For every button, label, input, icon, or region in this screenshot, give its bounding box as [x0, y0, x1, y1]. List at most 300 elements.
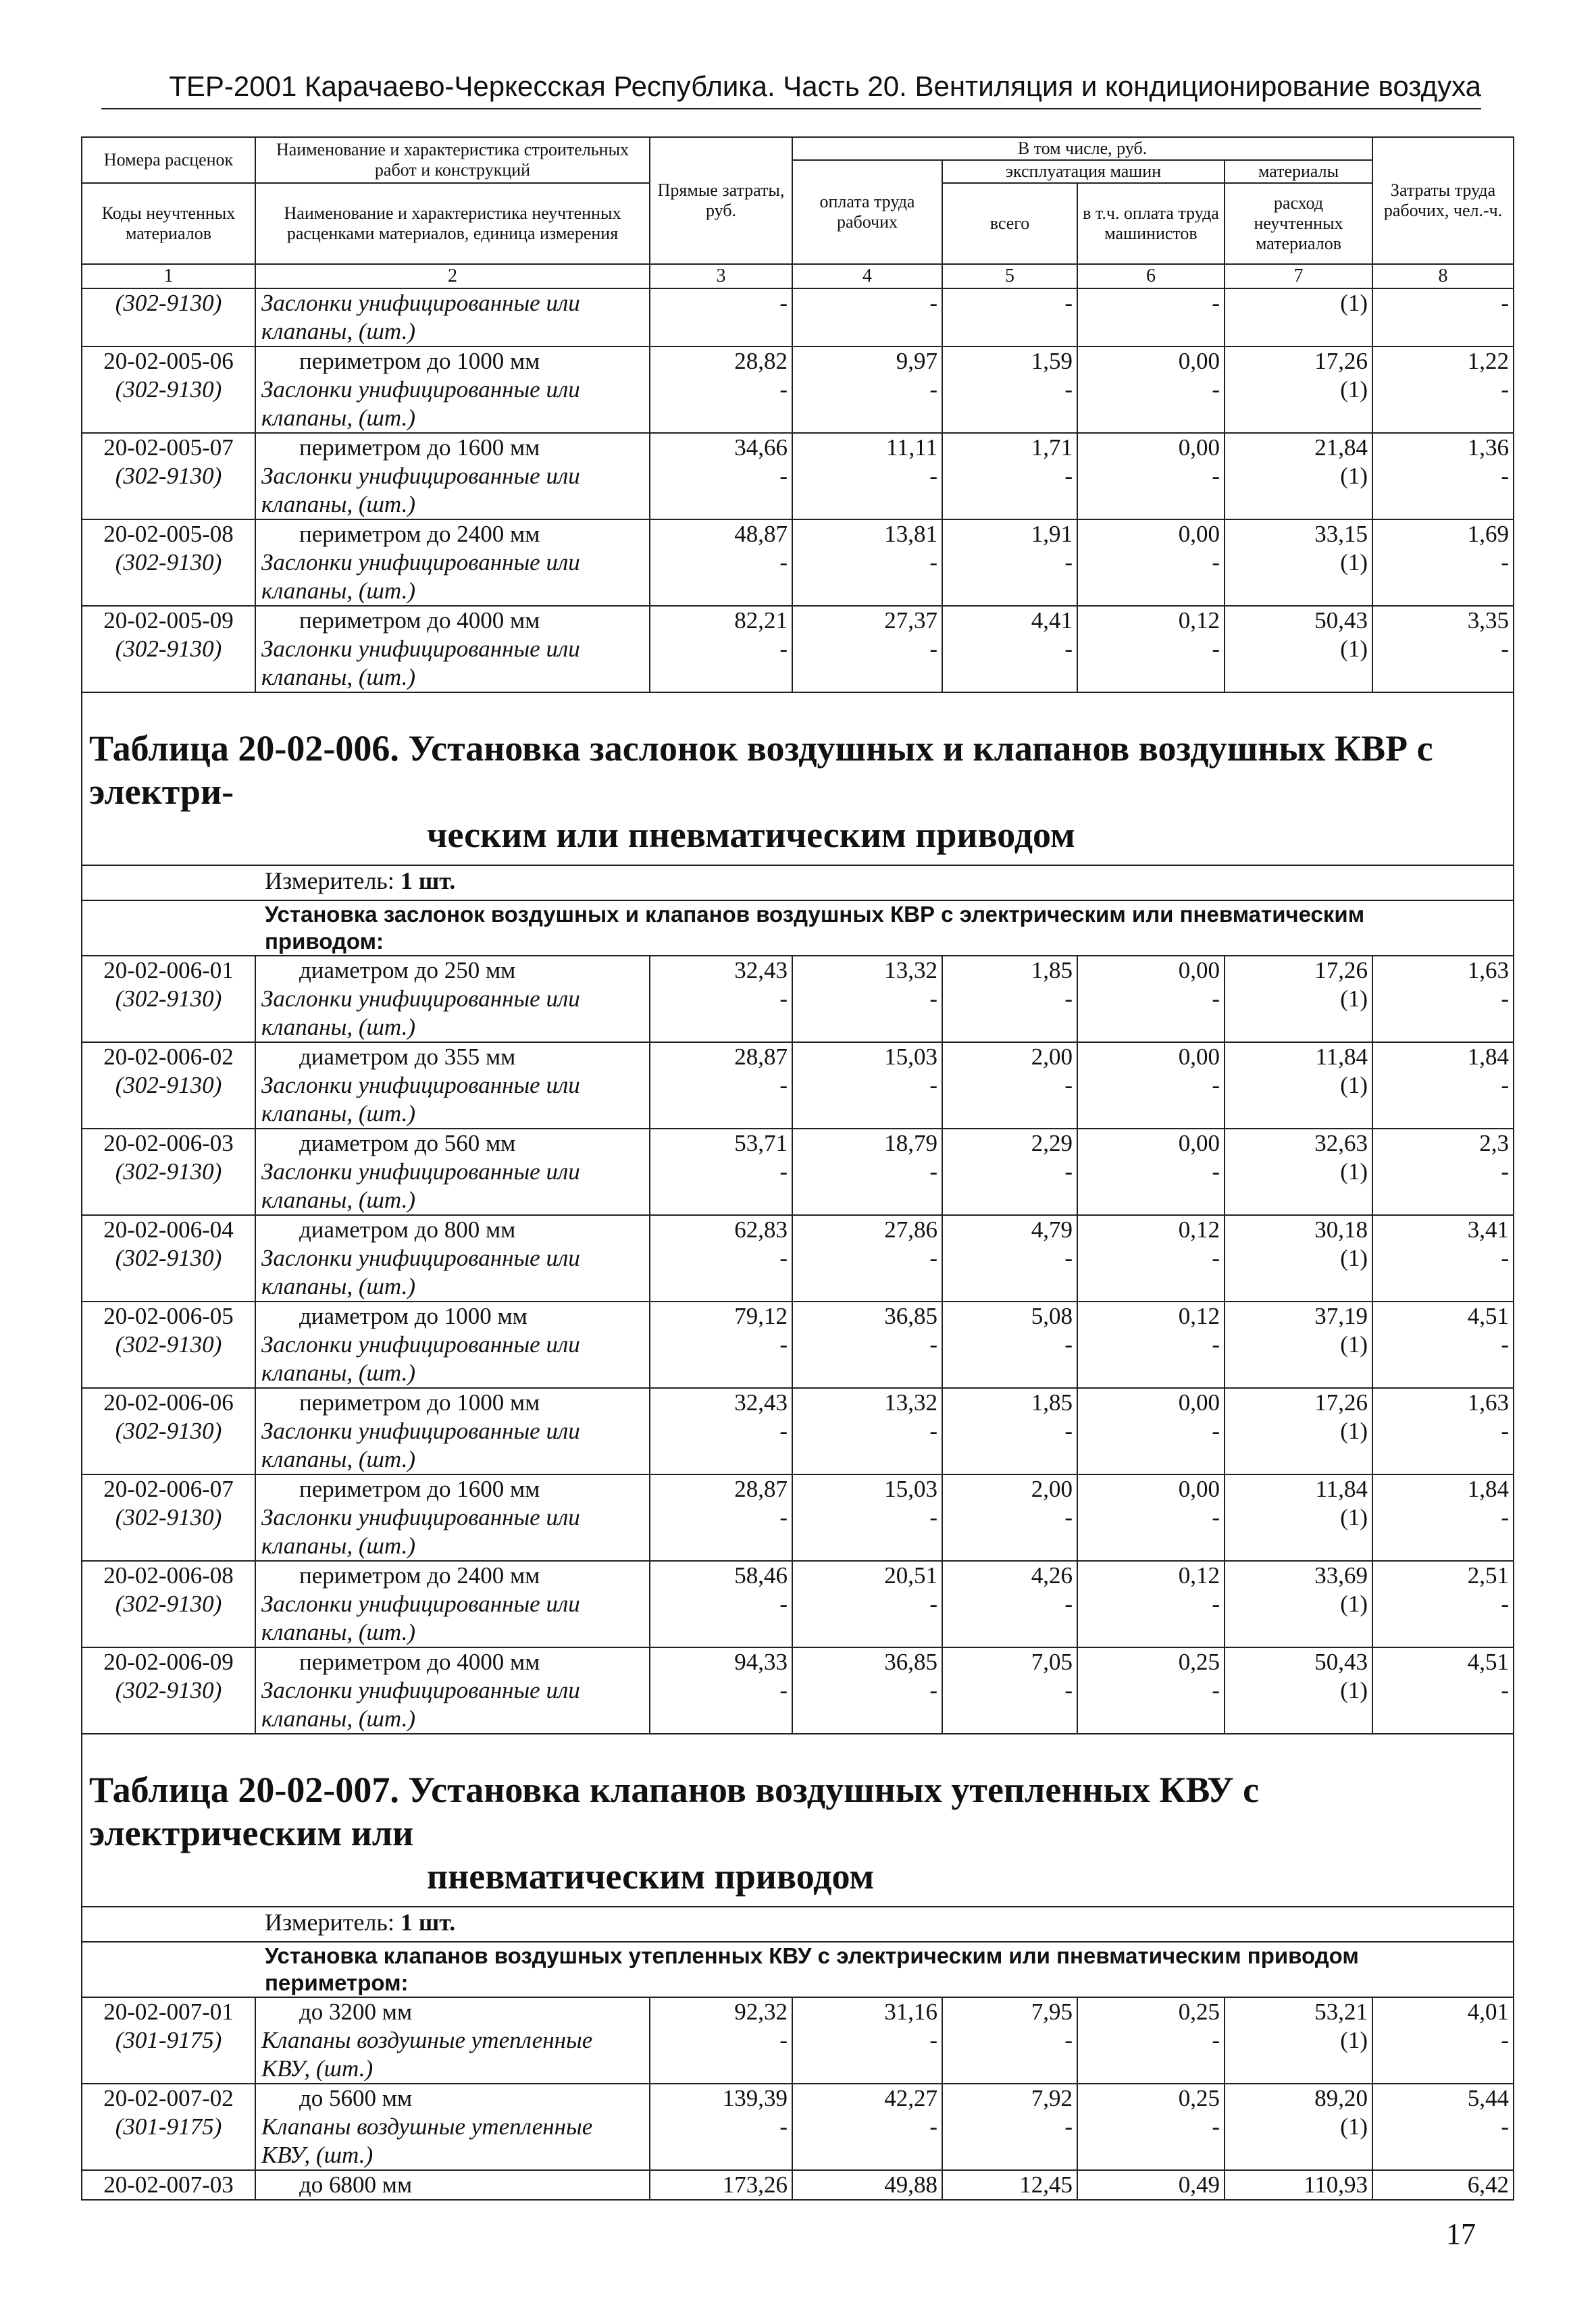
material-name: Клапаны воздушные утепленные КВУ, (шт.)	[255, 2026, 650, 2084]
cell-wages: 9,97	[792, 346, 942, 376]
cell-direct: -	[650, 2113, 792, 2170]
cell-operators: 0,00	[1077, 1042, 1225, 1071]
cell-machines: -	[942, 635, 1077, 692]
cell-machines: -	[942, 462, 1077, 519]
work-name-text: периметром до 4000 мм	[299, 607, 540, 634]
rate-code: 20-02-006-01	[82, 956, 255, 985]
header-labor-costs: Затраты труда рабочих, чел.-ч.	[1372, 137, 1514, 264]
rate-code: 20-02-006-08	[82, 1561, 255, 1590]
material-name: Заслонки унифицированные или клапаны, (шт.)	[255, 548, 650, 606]
rate-code: 20-02-007-01	[82, 1997, 255, 2026]
cell-wages: 18,79	[792, 1129, 942, 1158]
cell-wages: 13,32	[792, 1388, 942, 1417]
cell-operators: -	[1077, 1071, 1225, 1129]
work-name-text: до 5600 мм	[299, 2085, 413, 2111]
header-codes-bottom: Коды неучтенных материалов	[82, 183, 255, 264]
cell-wages: 42,27	[792, 2084, 942, 2113]
cell-machines: -	[942, 2026, 1077, 2084]
cell-machines: -	[942, 2113, 1077, 2170]
cell-direct: -	[650, 1503, 792, 1561]
table-007-meter	[82, 1907, 1514, 1942]
cell-wages: 20,51	[792, 1561, 942, 1590]
table-section-006	[82, 956, 1514, 1734]
cell-materials: 50,43	[1225, 1647, 1372, 1676]
header-name-bottom: Наименование и характеристика неучтенных расценками материалов, единица измерения	[255, 183, 650, 264]
cell-materials: 37,19	[1225, 1302, 1372, 1331]
cell-direct: -	[650, 1244, 792, 1302]
table-006-title-line2: ческим или пневматическим приводом	[427, 815, 1075, 855]
cell-materials: 11,84	[1225, 1042, 1372, 1071]
cell-labor: 1,84	[1372, 1042, 1514, 1071]
table-007-group-label: Установка клапанов воздушных утепленных КВУ с электрическим или пневматическим приводом периметром:	[82, 1942, 1514, 1997]
cell-wages: 13,32	[792, 956, 942, 985]
cell-labor: -	[1372, 1676, 1514, 1734]
header-materials-consumption: расход неучтенных материалов	[1225, 183, 1372, 264]
cell-direct: 94,33	[650, 1647, 792, 1676]
material-code: (302-9130)	[82, 548, 255, 606]
cell-wages: -	[792, 1158, 942, 1215]
cell-materials: 110,93	[1225, 2170, 1372, 2200]
material-row	[82, 1158, 1514, 1215]
cell-machines: 2,00	[942, 1042, 1077, 1071]
material-row	[82, 1071, 1514, 1129]
table-006-title	[82, 692, 1514, 865]
cell-labor: -	[1372, 1417, 1514, 1474]
cell-operators: -	[1077, 985, 1225, 1042]
column-number: 8	[1372, 264, 1514, 288]
cell-direct: -	[650, 1676, 792, 1734]
cell-operators: 0,12	[1077, 1302, 1225, 1331]
cell-wages: 13,81	[792, 519, 942, 548]
cell-materials: (1)	[1225, 635, 1372, 692]
material-row	[82, 1417, 1514, 1474]
cell-wages: 15,03	[792, 1042, 942, 1071]
table-row	[82, 1388, 1514, 1417]
cell-materials: (1)	[1225, 1244, 1372, 1302]
work-name	[255, 1129, 650, 1158]
work-name	[255, 2170, 650, 2200]
rate-code: 20-02-007-02	[82, 2084, 255, 2113]
cell-direct: -	[650, 1331, 792, 1388]
table-006-meter	[82, 865, 1514, 900]
cell-operators: 0,12	[1077, 1215, 1225, 1244]
table-section-005	[82, 346, 1514, 692]
cell-wages: -	[792, 1244, 942, 1302]
table-row	[82, 1474, 1514, 1503]
cell-direct: 79,12	[650, 1302, 792, 1331]
cell-wages: -	[792, 2026, 942, 2084]
table-007-title-line1: Таблица 20-02-007. Установка клапанов воздушных утепленных КВУ с электрическим или	[89, 1770, 1260, 1853]
cell-labor: 3,41	[1372, 1215, 1514, 1244]
material-row	[82, 1331, 1514, 1388]
cell-labor: 1,84	[1372, 1474, 1514, 1503]
cell-labor: -	[1372, 548, 1514, 606]
cell-materials: (1)	[1225, 2026, 1372, 2084]
cell-wages: -	[792, 1503, 942, 1561]
cell-wages: -	[792, 1590, 942, 1647]
column-number: 4	[792, 264, 942, 288]
table-007-heading	[82, 1734, 1514, 1997]
page-header-title: ТЕР-2001 Карачаево-Черкесская Республика. Часть 20. Вентиляция и кондиционирование воздуха	[169, 70, 1481, 102]
material-name: Заслонки унифицированные или клапаны, (шт.)	[255, 1503, 650, 1561]
material-row	[82, 2113, 1514, 2170]
cell-direct: -	[650, 376, 792, 433]
material-row	[82, 985, 1514, 1042]
cell-labor: -	[1372, 1590, 1514, 1647]
table-row	[82, 606, 1514, 635]
table-row	[82, 519, 1514, 548]
cell-machines: 2,29	[942, 1129, 1077, 1158]
cell-wages: 11,11	[792, 433, 942, 462]
cell-materials: (1)	[1225, 1590, 1372, 1647]
cell-operators: 0,49	[1077, 2170, 1225, 2200]
material-name: Заслонки унифицированные или клапаны, (шт.)	[255, 462, 650, 519]
material-code: (302-9130)	[82, 1503, 255, 1561]
rate-code: 20-02-005-08	[82, 519, 255, 548]
cell-direct: 48,87	[650, 519, 792, 548]
cell-operators: 0,00	[1077, 1129, 1225, 1158]
cell-labor: -	[1372, 1244, 1514, 1302]
material-name: Заслонки унифицированные или клапаны, (шт.)	[255, 1676, 650, 1734]
cell-direct: -	[650, 462, 792, 519]
cell-machines: -	[942, 1676, 1077, 1734]
work-name-text: периметром до 1000 мм	[299, 348, 540, 374]
cell-operators: 0,00	[1077, 519, 1225, 548]
page-number: 17	[1446, 2217, 1476, 2251]
material-name: Клапаны воздушные утепленные КВУ, (шт.)	[255, 2113, 650, 2170]
rate-code: 20-02-005-06	[82, 346, 255, 376]
work-name	[255, 519, 650, 548]
meter-value: 1 шт.	[400, 1909, 456, 1936]
cell-operators: -	[1077, 1676, 1225, 1734]
meter-value: 1 шт.	[400, 867, 456, 894]
cell-operators: -	[1077, 548, 1225, 606]
material-code: (302-9130)	[82, 985, 255, 1042]
cell-machines: 1,85	[942, 1388, 1077, 1417]
cell-wages: 31,16	[792, 1997, 942, 2026]
cell-wages: -	[792, 2113, 942, 2170]
header-machines: эксплуатация машин	[942, 160, 1225, 183]
cell-labor: -	[1372, 376, 1514, 433]
table-row	[82, 956, 1514, 985]
cell-labor: 1,22	[1372, 346, 1514, 376]
work-name-text: периметром до 1600 мм	[299, 1476, 540, 1502]
cell-labor: 1,36	[1372, 433, 1514, 462]
cell-wages: 27,37	[792, 606, 942, 635]
cell-machines: 7,05	[942, 1647, 1077, 1676]
cell-direct: -	[650, 1590, 792, 1647]
cell-labor: -	[1372, 2113, 1514, 2170]
rate-code: 20-02-006-03	[82, 1129, 255, 1158]
cell-materials: (1)	[1225, 1503, 1372, 1561]
table-row	[82, 1215, 1514, 1244]
work-name	[255, 1474, 650, 1503]
material-code: (301-9175)	[82, 2113, 255, 2170]
cell-materials: (1)	[1225, 462, 1372, 519]
cell-labor: -	[1372, 1071, 1514, 1129]
table-body	[82, 288, 1514, 346]
material-row	[82, 376, 1514, 433]
cell-wages: 27,86	[792, 1215, 942, 1244]
cell-operators: 0,12	[1077, 1561, 1225, 1590]
price-table-wrapper	[81, 136, 1513, 2201]
cell-materials: 33,69	[1225, 1561, 1372, 1590]
table-row	[82, 2084, 1514, 2113]
table-last-row	[82, 2170, 1514, 2200]
work-name	[255, 433, 650, 462]
cell-direct: 34,66	[650, 433, 792, 462]
cell-materials: (1)	[1225, 1331, 1372, 1388]
cell-machines: 1,59	[942, 346, 1077, 376]
material-name: Заслонки унифицированные или клапаны, (шт.)	[255, 1590, 650, 1647]
cell-direct: -	[650, 2026, 792, 2084]
cell-machines: -	[942, 1071, 1077, 1129]
table-row	[82, 1129, 1514, 1158]
cell-labor: -	[1372, 288, 1514, 346]
header-materials: материалы	[1225, 160, 1372, 183]
material-code: (302-9130)	[82, 462, 255, 519]
table-row	[82, 1997, 1514, 2026]
rate-code: 20-02-006-02	[82, 1042, 255, 1071]
header-operators-wages: в т.ч. оплата труда машинистов	[1077, 183, 1225, 264]
cell-operators: 0,12	[1077, 606, 1225, 635]
cell-labor: 5,44	[1372, 2084, 1514, 2113]
cell-direct: 58,46	[650, 1561, 792, 1590]
material-code: (302-9130)	[82, 1331, 255, 1388]
cell-wages: 15,03	[792, 1474, 942, 1503]
column-number: 2	[255, 264, 650, 288]
column-number: 6	[1077, 264, 1225, 288]
cell-wages: -	[792, 1331, 942, 1388]
work-name-text: до 6800 мм	[299, 2171, 413, 2198]
rate-code: 20-02-007-03	[82, 2170, 255, 2200]
cell-machines: -	[942, 1503, 1077, 1561]
material-name: Заслонки унифицированные или клапаны, (шт.)	[255, 288, 650, 346]
cell-direct: 173,26	[650, 2170, 792, 2200]
rate-code: 20-02-006-06	[82, 1388, 255, 1417]
cell-operators: 0,00	[1077, 956, 1225, 985]
column-number: 5	[942, 264, 1077, 288]
table-006-group-label: Установка заслонок воздушных и клапанов воздушных КВР с электрическим или пневматическим приводом:	[82, 900, 1514, 956]
material-name: Заслонки унифицированные или клапаны, (шт.)	[255, 1158, 650, 1215]
cell-wages: -	[792, 985, 942, 1042]
cell-direct: -	[650, 1071, 792, 1129]
table-row	[82, 433, 1514, 462]
work-name-text: диаметром до 560 мм	[299, 1130, 516, 1156]
cell-labor: -	[1372, 635, 1514, 692]
cell-materials: 32,63	[1225, 1129, 1372, 1158]
rate-code: 20-02-005-09	[82, 606, 255, 635]
cell-labor: -	[1372, 985, 1514, 1042]
material-name: Заслонки унифицированные или клапаны, (шт.)	[255, 1331, 650, 1388]
cell-machines: -	[942, 1417, 1077, 1474]
cell-operators: -	[1077, 1244, 1225, 1302]
cell-direct: 32,43	[650, 956, 792, 985]
cell-labor: 6,42	[1372, 2170, 1514, 2200]
cell-machines: 4,41	[942, 606, 1077, 635]
work-name-text: диаметром до 1000 мм	[299, 1303, 527, 1329]
work-name-text: периметром до 1600 мм	[299, 434, 540, 461]
work-name	[255, 1302, 650, 1331]
rate-code: 20-02-006-05	[82, 1302, 255, 1331]
column-number: 7	[1225, 264, 1372, 288]
cell-labor: 3,35	[1372, 606, 1514, 635]
header-codes-top: Номера расценок	[82, 137, 255, 183]
cell-operators: -	[1077, 288, 1225, 346]
cell-operators: -	[1077, 1503, 1225, 1561]
cell-labor: 2,3	[1372, 1129, 1514, 1158]
cell-materials: (1)	[1225, 1417, 1372, 1474]
work-name-text: диаметром до 250 мм	[299, 957, 516, 983]
cell-operators: -	[1077, 2026, 1225, 2084]
cell-materials: (1)	[1225, 376, 1372, 433]
cell-machines: 12,45	[942, 2170, 1077, 2200]
cell-direct: 139,39	[650, 2084, 792, 2113]
material-code: (302-9130)	[82, 288, 255, 346]
cell-operators: -	[1077, 1590, 1225, 1647]
cell-wages: 36,85	[792, 1647, 942, 1676]
header-rule	[101, 108, 1481, 109]
cell-operators: -	[1077, 635, 1225, 692]
cell-wages: -	[792, 376, 942, 433]
cell-machines: 4,79	[942, 1215, 1077, 1244]
cell-operators: -	[1077, 1331, 1225, 1388]
material-code: (301-9175)	[82, 2026, 255, 2084]
table-row	[82, 2170, 1514, 2200]
work-name	[255, 1997, 650, 2026]
cell-operators: 0,00	[1077, 346, 1225, 376]
cell-wages: -	[792, 1676, 942, 1734]
cell-labor: 1,63	[1372, 956, 1514, 985]
work-name-text: периметром до 4000 мм	[299, 1649, 540, 1675]
cell-operators: 0,25	[1077, 2084, 1225, 2113]
work-name	[255, 1042, 650, 1071]
material-name: Заслонки унифицированные или клапаны, (шт.)	[255, 1244, 650, 1302]
material-row	[82, 1244, 1514, 1302]
cell-materials: 30,18	[1225, 1215, 1372, 1244]
cell-materials: 21,84	[1225, 433, 1372, 462]
cell-direct: -	[650, 985, 792, 1042]
meter-label: Измеритель:	[265, 867, 394, 894]
table-row	[82, 1561, 1514, 1590]
material-code: (302-9130)	[82, 1158, 255, 1215]
price-table	[81, 136, 1514, 2201]
material-row	[82, 1676, 1514, 1734]
cell-materials: (1)	[1225, 548, 1372, 606]
work-name-text: периметром до 2400 мм	[299, 521, 540, 547]
cell-direct: 28,82	[650, 346, 792, 376]
material-code: (302-9130)	[82, 1244, 255, 1302]
cell-materials: (1)	[1225, 1158, 1372, 1215]
work-name	[255, 956, 650, 985]
work-name	[255, 606, 650, 635]
header-including: В том числе, руб.	[792, 137, 1372, 160]
work-name	[255, 2084, 650, 2113]
table-006-heading	[82, 692, 1514, 956]
cell-labor: -	[1372, 1158, 1514, 1215]
cell-operators: -	[1077, 376, 1225, 433]
cell-labor: -	[1372, 2026, 1514, 2084]
table-row	[82, 1042, 1514, 1071]
header-name-top: Наименование и характеристика строительных работ и конструкций	[255, 137, 650, 183]
cell-materials: 17,26	[1225, 346, 1372, 376]
cell-labor: 4,51	[1372, 1302, 1514, 1331]
material-name: Заслонки унифицированные или клапаны, (шт.)	[255, 985, 650, 1042]
cell-materials: 17,26	[1225, 956, 1372, 985]
cell-materials: 33,15	[1225, 519, 1372, 548]
table-row	[82, 1302, 1514, 1331]
material-row	[82, 1590, 1514, 1647]
cell-materials: (1)	[1225, 288, 1372, 346]
header-wages: оплата труда рабочих	[792, 160, 942, 264]
cell-machines: 1,91	[942, 519, 1077, 548]
cell-labor: 4,51	[1372, 1647, 1514, 1676]
table-007-title	[82, 1734, 1514, 1907]
rate-code: 20-02-006-09	[82, 1647, 255, 1676]
cell-wages: -	[792, 1071, 942, 1129]
header-machines-total: всего	[942, 183, 1077, 264]
cell-operators: 0,00	[1077, 1388, 1225, 1417]
cell-operators: 0,25	[1077, 1997, 1225, 2026]
cell-operators: -	[1077, 2113, 1225, 2170]
table-section-007	[82, 1997, 1514, 2170]
cell-materials: 11,84	[1225, 1474, 1372, 1503]
cell-operators: -	[1077, 1158, 1225, 1215]
material-name: Заслонки унифицированные или клапаны, (шт.)	[255, 1071, 650, 1129]
cell-machines: 7,95	[942, 1997, 1077, 2026]
material-name: Заслонки унифицированные или клапаны, (шт.)	[255, 376, 650, 433]
cell-materials: (1)	[1225, 1071, 1372, 1129]
material-code: (302-9130)	[82, 1676, 255, 1734]
cell-operators: 0,00	[1077, 1474, 1225, 1503]
cell-materials: (1)	[1225, 1676, 1372, 1734]
cell-materials: (1)	[1225, 2113, 1372, 2170]
work-name-text: диаметром до 800 мм	[299, 1216, 516, 1243]
material-row	[82, 635, 1514, 692]
table-row	[82, 1647, 1514, 1676]
work-name	[255, 1215, 650, 1244]
cell-wages: 49,88	[792, 2170, 942, 2200]
cell-direct: 32,43	[650, 1388, 792, 1417]
cell-wages: -	[792, 635, 942, 692]
cell-machines: -	[942, 288, 1077, 346]
material-code: (302-9130)	[82, 1590, 255, 1647]
cell-materials: 17,26	[1225, 1388, 1372, 1417]
cell-machines: -	[942, 1158, 1077, 1215]
cell-materials: 53,21	[1225, 1997, 1372, 2026]
header-direct-costs: Прямые затраты, руб.	[650, 137, 792, 264]
cell-direct: 28,87	[650, 1042, 792, 1071]
cell-materials: 50,43	[1225, 606, 1372, 635]
cell-wages: -	[792, 548, 942, 606]
cell-machines: 5,08	[942, 1302, 1077, 1331]
material-code: (302-9130)	[82, 376, 255, 433]
cell-labor: -	[1372, 462, 1514, 519]
cell-machines: -	[942, 376, 1077, 433]
cell-machines: -	[942, 548, 1077, 606]
cell-operators: -	[1077, 1417, 1225, 1474]
header-column-numbers	[82, 264, 1514, 288]
cell-wages: -	[792, 1417, 942, 1474]
cell-wages: -	[792, 462, 942, 519]
material-code: (302-9130)	[82, 1071, 255, 1129]
cell-labor: 2,51	[1372, 1561, 1514, 1590]
cell-direct: -	[650, 635, 792, 692]
material-name: Заслонки унифицированные или клапаны, (шт.)	[255, 1417, 650, 1474]
material-row	[82, 548, 1514, 606]
cell-machines: 1,85	[942, 956, 1077, 985]
material-code: (302-9130)	[82, 635, 255, 692]
